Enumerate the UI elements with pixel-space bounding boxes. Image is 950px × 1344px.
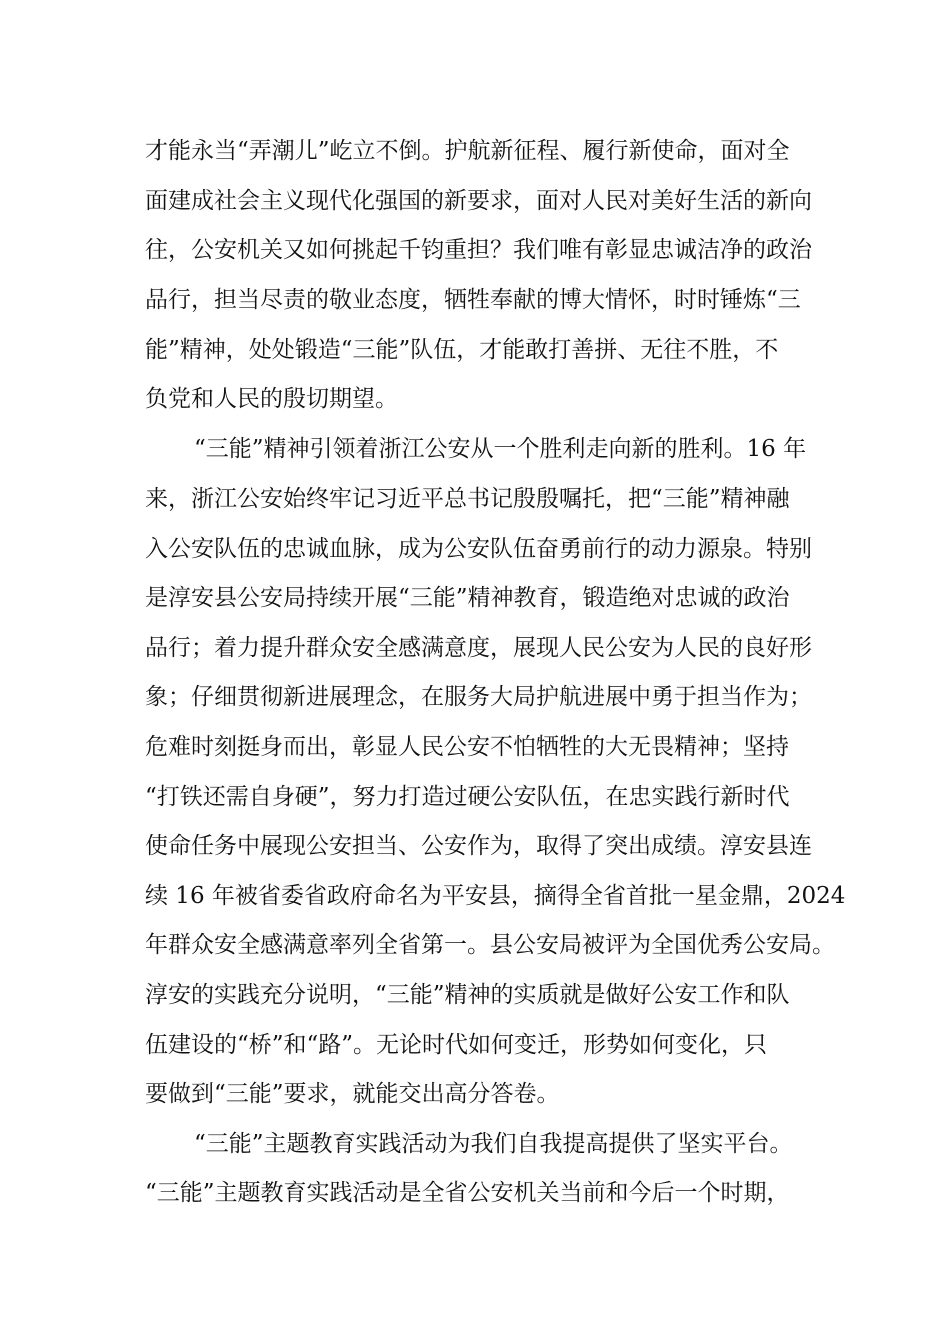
text-line: 能”精神，处处锻造“三能”队伍，才能敢打善拼、无往不胜，不: [145, 337, 779, 363]
paragraph-first-line: “三能”精神引领着浙江公安从一个胜利走向新的胜利。16 年: [194, 436, 807, 462]
text-line: 往，公安机关又如何挑起千钧重担？我们唯有彰显忠诚洁净的政治: [145, 237, 812, 263]
text-line: 淳安的实践充分说明，“三能”精神的实质就是做好公安工作和队: [145, 982, 790, 1008]
text-line: 是淳安县公安局持续开展“三能”精神教育，锻造绝对忠诚的政治: [145, 585, 790, 611]
paragraph-first-line: “三能”主题教育实践活动为我们自我提高提供了坚实平台。: [194, 1131, 793, 1157]
text-line: 危难时刻挺身而出，彰显人民公安不怕牺牲的大无畏精神；坚持: [145, 734, 789, 760]
text-line: 入公安队伍的忠诚血脉，成为公安队伍奋勇前行的动力源泉。特别: [145, 536, 812, 562]
text-line: “打铁还需自身硬”，努力打造过硬公安队伍，在忠实践行新时代: [145, 784, 790, 810]
text-line: “三能”主题教育实践活动是全省公安机关当前和今后一个时期，: [145, 1180, 790, 1206]
text-line: 使命任务中展现公安担当、公安作为，取得了突出成绩。淳安县连: [145, 833, 812, 859]
text-line: 来，浙江公安始终牢记习近平总书记殷殷嘱托，把“三能”精神融: [145, 486, 790, 512]
text-line: 才能永当“弄潮儿”屹立不倒。护航新征程、履行新使命，面对全: [145, 138, 790, 164]
text-line: 面建成社会主义现代化强国的新要求，面对人民对美好生活的新向: [145, 188, 812, 214]
text-line: 要做到“三能”要求，就能交出高分答卷。: [145, 1081, 560, 1107]
text-line: 续 16 年被省委省政府命名为平安县，摘得全省首批一星金鼎，2024: [145, 883, 846, 909]
text-line: 伍建设的“桥”和“路”。无论时代如何变迁，形势如何变化，只: [145, 1032, 768, 1058]
text-line: 负党和人民的殷切期望。: [145, 386, 398, 412]
text-line: 年群众安全感满意率列全省第一。县公安局被评为全国优秀公安局。: [145, 932, 835, 958]
text-line: 品行，担当尽责的敬业态度，牺牲奉献的博大情怀，时时锤炼“三: [145, 287, 801, 313]
text-line: 象；仔细贯彻新进展理念，在服务大局护航进展中勇于担当作为；: [145, 684, 812, 710]
text-line: 品行；着力提升群众安全感满意度，展现人民公安为人民的良好形: [145, 635, 812, 661]
